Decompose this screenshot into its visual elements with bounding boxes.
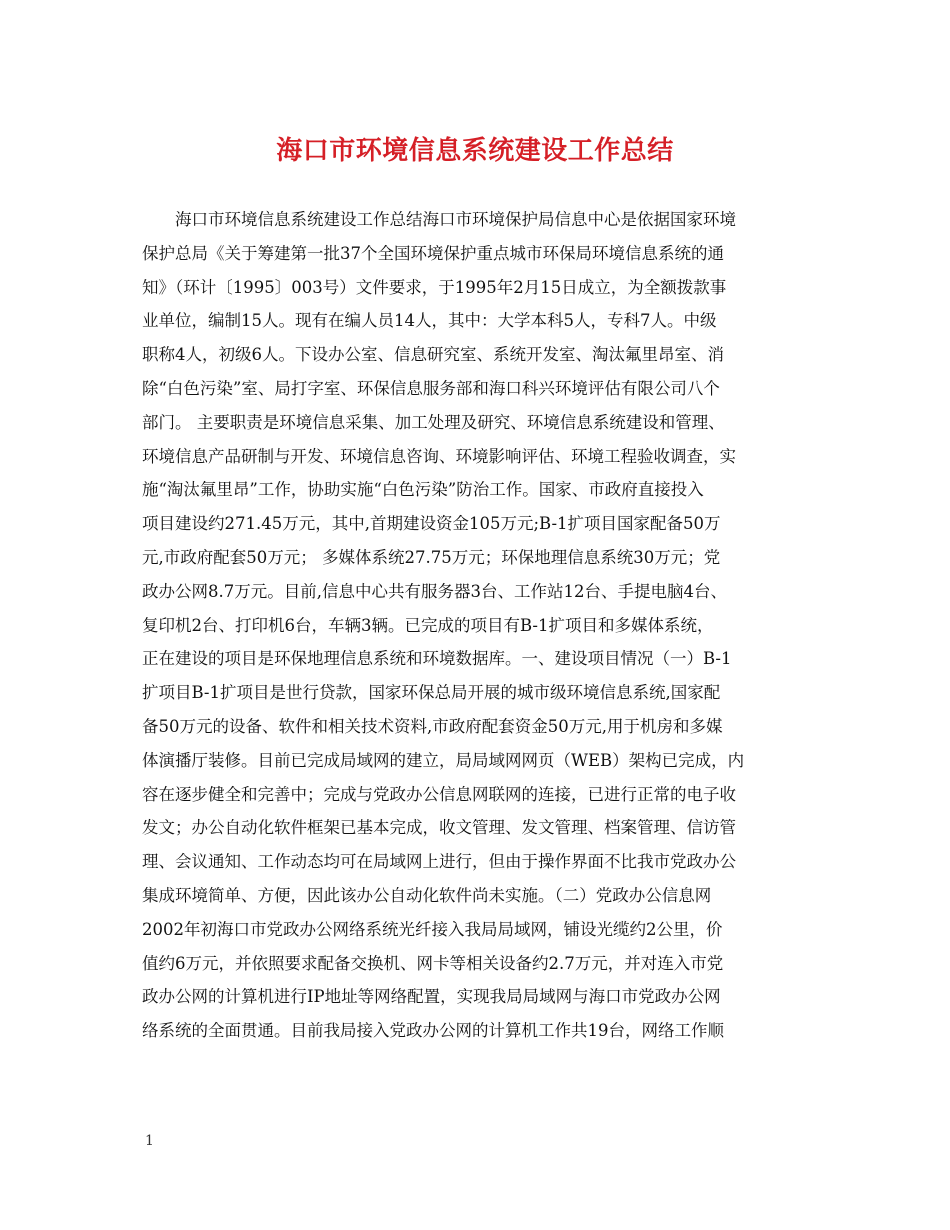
body-line: 海口市环境信息系统建设工作总结海口市环境保护局信息中心是依据国家环境 xyxy=(175,210,736,229)
body-line: 发文；办公自动化软件框架已基本完成，收文管理、发文管理、档案管理、信访管 xyxy=(142,818,736,838)
body-line: 络系统的全面贯通。目前我局接入党政办公网的计算机工作共19台，网络工作顺 xyxy=(142,1021,724,1041)
body-line: 值约6万元，并依照要求配备交换机、网卡等相关设备约2.7万元，并对连入市党 xyxy=(142,953,724,973)
body-line: 集成环境简单、方便，因此该办公自动化软件尚未实施。（二）党政办公信息网 xyxy=(142,885,712,905)
document-title: 海口市环境信息系统建设工作总结 xyxy=(276,136,674,166)
body-line: 知》（环计〔1995〕003号）文件要求，于1995年2月15日成立，为全额拨款事 xyxy=(142,277,727,297)
body-line: 扩项目B-1扩项目是世行贷款，国家环保总局开展的城市级环境信息系统,国家配 xyxy=(142,683,721,703)
page-number: 1 xyxy=(145,1133,154,1149)
document-body xyxy=(142,203,822,1048)
body-line: 除“白色污染”室、局打字室、环保信息服务部和海口科兴环境评估有限公司八个 xyxy=(142,378,720,398)
body-line: 元,市政府配套50万元； 多媒体系统27.75万元；环保地理信息系统30万元；党 xyxy=(142,547,721,567)
body-line: 施“淘汰氟里昂”工作，协助实施“白色污染”防治工作。国家、市政府直接投入 xyxy=(142,480,704,500)
body-line: 容在逐步健全和完善中；完成与党政办公信息网联网的连接，已进行正常的电子收 xyxy=(142,784,736,804)
body-line: 体演播厅装修。目前已完成局域网的建立，局局域网网页（WEB）架构已完成，内 xyxy=(142,750,745,770)
body-line: 保护总局《关于筹建第一批37个全国环境保护重点城市环保局环境信息系统的通 xyxy=(142,243,724,263)
body-line: 部门。 主要职责是环境信息采集、加工处理及研究、环境信息系统建设和管理、 xyxy=(142,412,725,432)
body-line: 理、会议通知、工作动态均可在局域网上进行，但由于操作界面不比我市党政办公 xyxy=(142,852,736,872)
body-line: 复印机2台、打印机6台，车辆3辆。已完成的项目有B-1扩项目和多媒体系统， xyxy=(142,615,714,635)
body-line: 政办公网8.7万元。目前,信息中心共有服务器3台、工作站12台、手提电脑4台、 xyxy=(142,581,727,601)
body-line: 环境信息产品研制与开发、环境信息咨询、环境影响评估、环境工程验收调查，实 xyxy=(142,446,736,466)
body-line: 业单位，编制15人。现有在编人员14人，其中：大学本科5人，专科7人。中级 xyxy=(142,311,717,331)
body-line: 2002年初海口市党政办公网络系统光纤接入我局局域网，铺设光缆约2公里，价 xyxy=(142,919,723,939)
body-line: 正在建设的项目是环保地理信息系统和环境数据库。一、建设项目情况（一）B-1 xyxy=(142,649,732,669)
body-line: 政办公网的计算机进行IP地址等网络配置，实现我局局域网与海口市党政办公网 xyxy=(142,987,721,1007)
body-line: 职称4人，初级6人。下设办公室、信息研究室、系统开发室、淘汰氟里昂室、消 xyxy=(142,345,724,365)
body-line: 项目建设约271.45万元，其中,首期建设资金105万元;B-1扩项目国家配备50万 xyxy=(142,514,721,534)
body-line: 备50万元的设备、软件和相关技术资料,市政府配套资金50万元,用于机房和多媒 xyxy=(142,716,723,736)
